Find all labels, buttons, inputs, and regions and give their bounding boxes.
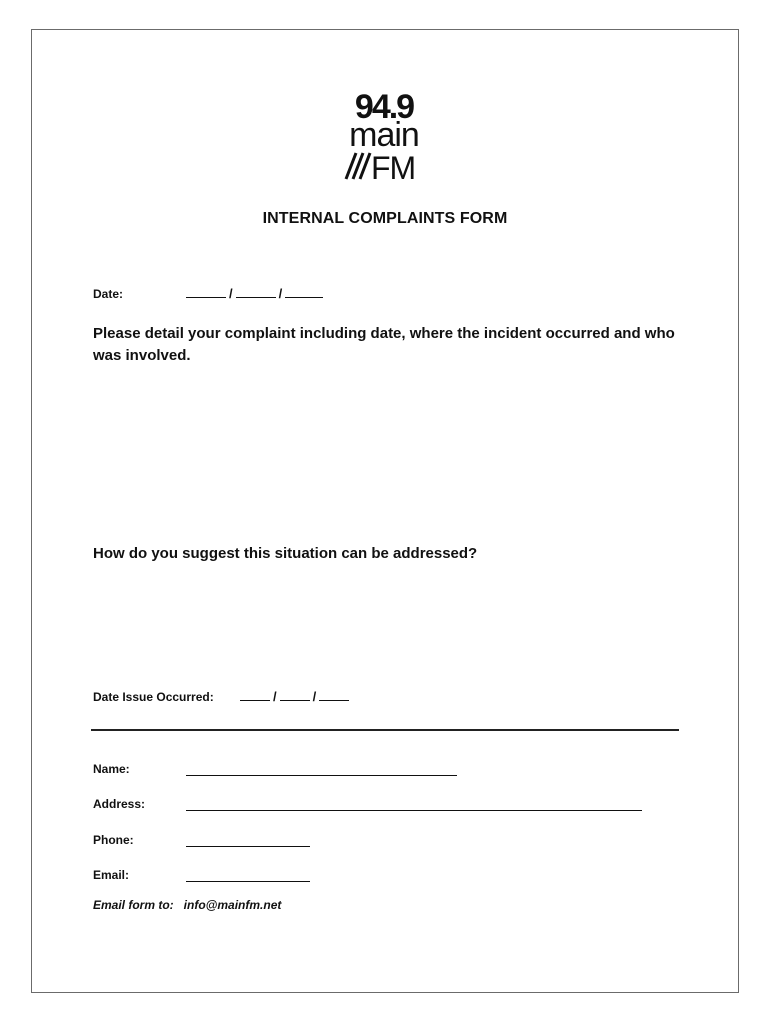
- date-issue-label: Date Issue Occurred:: [93, 690, 214, 704]
- section-divider: [91, 729, 679, 731]
- date-field[interactable]: [186, 285, 323, 303]
- date-separator: /: [273, 689, 277, 704]
- address-field[interactable]: [186, 810, 642, 811]
- name-label: Name:: [93, 762, 130, 776]
- form-title: INTERNAL COMPLAINTS FORM: [262, 210, 508, 227]
- date-separator: /: [312, 689, 317, 704]
- email-field[interactable]: [186, 881, 310, 882]
- complaint-detail-prompt: Please detail your complaint including date, where the incident occurred and who was involved.: [93, 325, 675, 364]
- date-issue-day-blank[interactable]: [240, 689, 270, 701]
- email-form-note: [93, 898, 281, 912]
- date-issue-field[interactable]: [240, 688, 349, 706]
- phone-field[interactable]: [186, 846, 310, 847]
- date-day-blank[interactable]: [186, 286, 226, 298]
- date-issue-year-blank[interactable]: [319, 689, 349, 701]
- name-field[interactable]: [186, 775, 457, 776]
- email-label: Email:: [93, 868, 130, 882]
- date-year-blank[interactable]: [285, 286, 323, 298]
- date-month-blank[interactable]: [236, 286, 276, 298]
- suggestion-prompt: How do you suggest this situation can be addressed?: [93, 545, 478, 562]
- address-label: Address:: [93, 797, 146, 811]
- logo-frequency: 94.9: [354, 90, 414, 126]
- date-label: Date:: [93, 287, 124, 301]
- email-form-label: Email form to:: [93, 898, 174, 912]
- complaint-detail-area[interactable]: [93, 372, 683, 522]
- phone-label: Phone:: [93, 833, 134, 847]
- date-separator: /: [278, 286, 283, 301]
- suggestion-area[interactable]: [93, 572, 683, 677]
- logo-main: main: [349, 116, 419, 154]
- logo-fm: FM: [371, 150, 416, 182]
- station-logo: [338, 90, 430, 182]
- email-form-address[interactable]: info@mainfm.net: [183, 898, 282, 912]
- date-separator: /: [229, 286, 233, 301]
- date-issue-month-blank[interactable]: [280, 689, 310, 701]
